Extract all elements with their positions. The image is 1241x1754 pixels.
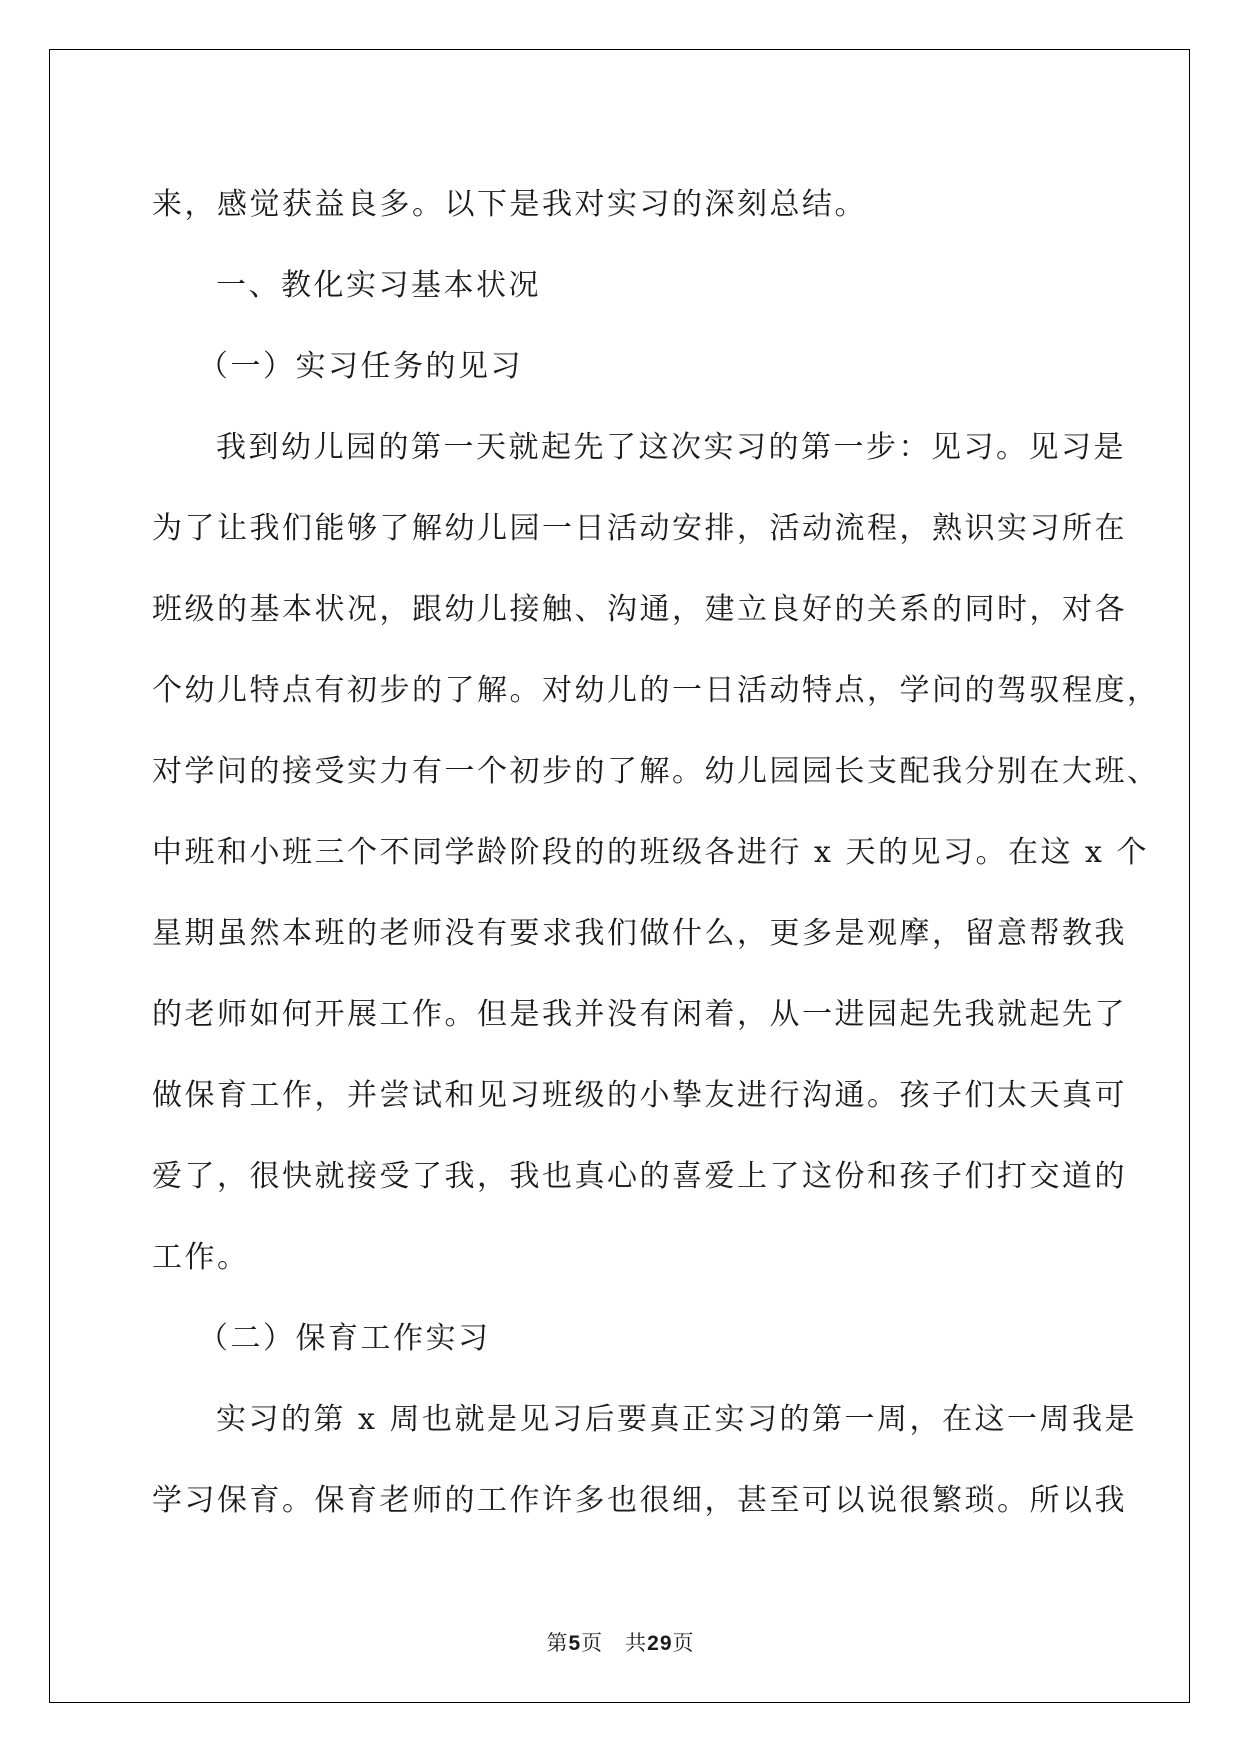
paragraph-line: 学习保育。保育老师的工作许多也很细，甚至可以说很繁琐。所以我	[152, 1483, 1127, 1518]
paragraph-line: 星期虽然本班的老师没有要求我们做什么，更多是观摩，留意帮教我	[152, 916, 1127, 951]
paragraph-line: 的老师如何开展工作。但是我并没有闲着，从一进园起先我就起先了	[152, 997, 1127, 1032]
paragraph-line: 实习的第 x 周也就是见习后要真正实习的第一周，在这一周我是	[216, 1402, 1137, 1437]
page-suffix: 页	[581, 1631, 604, 1655]
document-body	[152, 164, 1160, 1541]
subsection-heading: （二）保育工作实习	[198, 1321, 491, 1356]
paragraph-line: 中班和小班三个不同学龄阶段的的班级各进行 x 天的见习。在这 x 个	[152, 835, 1149, 870]
paragraph-line: 来，感觉获益良多。以下是我对实习的深刻总结。	[152, 187, 867, 222]
page-prefix: 第	[546, 1631, 569, 1655]
paragraph-line: 工作。	[152, 1240, 250, 1275]
total-prefix: 共	[625, 1631, 648, 1655]
section-heading: 一、教化实习基本状况	[216, 268, 541, 303]
paragraph-line: 为了让我们能够了解幼儿园一日活动安排，活动流程，熟识实习所在	[152, 511, 1127, 546]
paragraph-line: 对学问的接受实力有一个初步的了解。幼儿园园长支配我分别在大班、	[152, 754, 1160, 789]
page-number: 5	[568, 1632, 582, 1655]
paragraph-line: 做保育工作，并尝试和见习班级的小挚友进行沟通。孩子们太天真可	[152, 1078, 1127, 1113]
subsection-heading: （一）实习任务的见习	[198, 349, 523, 384]
page-footer	[0, 1627, 1241, 1657]
paragraph-line: 个幼儿特点有初步的了解。对幼儿的一日活动特点，学问的驾驭程度，	[152, 673, 1160, 708]
total-suffix: 页	[672, 1631, 695, 1655]
paragraph-line: 爱了，很快就接受了我，我也真心的喜爱上了这份和孩子们打交道的	[152, 1159, 1127, 1194]
paragraph-line: 我到幼儿园的第一天就起先了这次实习的第一步：见习。见习是	[216, 430, 1126, 465]
total-pages: 29	[647, 1632, 673, 1655]
paragraph-line: 班级的基本状况，跟幼儿接触、沟通，建立良好的关系的同时，对各	[152, 592, 1127, 627]
